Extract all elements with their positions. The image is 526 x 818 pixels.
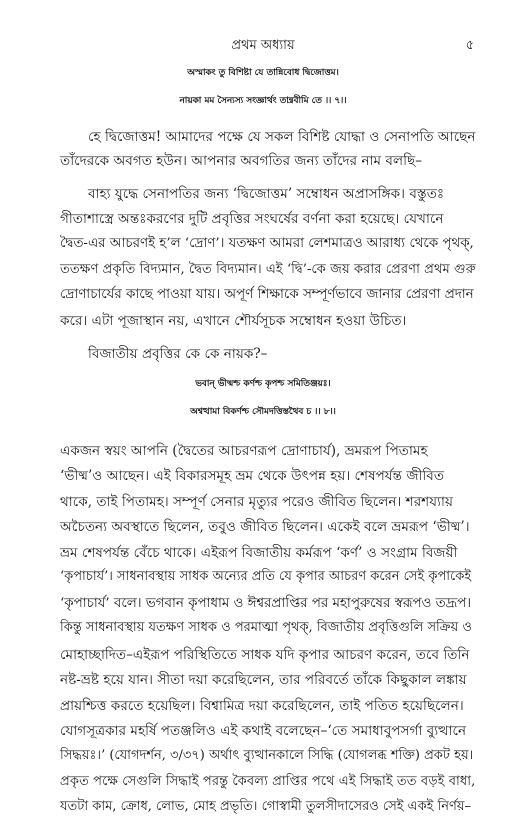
page-number: ৫: [465, 38, 474, 53]
paragraph-line: ‘ভীষ্ম’ও আছেন। এই বিকারসমূহ ভ্রম থেকে উৎপন্ন হয়। শেষপর্যন্ত জীবিত: [60, 468, 445, 484]
paragraph-line: প্রকৃত পক্ষে সেগুলি সিদ্ধাই পরন্তু কৈবল্য প্রাপ্তির পথে এই সিদ্ধাই তত বড়ই বাধা,: [60, 774, 476, 789]
paragraph-line: করে। এটা পূজাস্থান নয়, এখানে শৌর্যসূচক সম্বোধন হওয়া উচিত।: [60, 313, 407, 329]
question-line: বিজাতীয় প্রবৃত্তির কে কে নায়ক?–: [88, 346, 268, 362]
verse-8-line-2: অশ্বত্থামা বিকর্ণশ্চ সৌমদত্তিস্তথৈব চ ।। ৮।।: [190, 407, 336, 417]
paragraph-line: যতটা কাম, ক্রোধ, লোভ, মোহ প্রভৃতি। গোস্বামী তুলসীদাসেরও সেই একই নির্ণয়–: [60, 799, 472, 814]
paragraph-line: ‘কৃপাচার্য’ বলে। ভগবান কৃপাধাম ও ঈশ্বরপ্রাপ্তির পর মহাপুরুষের স্বরূপও তদ্রূপ।: [60, 596, 472, 611]
running-header: [0, 36, 526, 56]
verse-7-line-1: অস্মাকং তু বিশিষ্টা যে তান্নিবোধ দ্বিজোত্তম।: [187, 68, 339, 78]
paragraph-line: যোগসূত্রকার মহর্ষি পতঞ্জলিও এই কথাই বলেছেন–‘তে সমাধাবুপসর্গা ব্যুত্থানে: [60, 723, 467, 739]
paragraph-line: ততক্ষণ প্রকৃতি বিদ্যমান, দ্বৈত বিদ্যমান। এই ‘দ্বি’-কে জয় করার প্রেরণা প্রথম গুরু: [60, 262, 476, 277]
paragraph-line: মোহাচ্ছাদিত–এইরূপ পরিস্থিতিতে সাধক যদি কৃপার আচরণ করেন, তবে তিনি: [60, 647, 470, 663]
paragraph-line: অচৈতন্য অবস্থাতে ছিলেন, তবুও জীবিত ছিলেন। একেই বলে ভ্রমরূপ ‘ভীষ্ম’।: [60, 519, 470, 535]
paragraph-line: থাকে, তাই পিতামহ। সম্পূর্ণ সেনার মৃত্যুর পরেও জীবিত ছিলেন। শরশয্যায়: [60, 494, 453, 510]
paragraph-line: ‘কৃপাচার্য’। সাধনাবস্থায় সাধক অন্যের প্রতি যে কৃপার আচরণ করেন সেই কৃপাকেই: [60, 569, 472, 584]
verse-8-line-1: ভবান্ ভীষ্মশ্চ কর্ণশ্চ কৃপশ্চ সমিতিঞ্জয়ঃ।: [195, 379, 331, 389]
chapter-title: প্রথম অধ্যায়: [231, 38, 295, 53]
paragraph-line: ভ্রম শেষপর্যন্ত বেঁচে থাকে। এইরূপ বিজাতীয় কর্মরূপ ‘কর্ণ’ ও সংগ্রাম বিজয়ী: [60, 545, 458, 561]
paragraph-line: কিন্তু সাধনাবস্থায় যতক্ষণ সাধক ও পরমাত্মা পৃথক্, বিজাতীয় প্রবৃত্তিগুলি সক্রিয় ও: [60, 620, 472, 635]
paragraph-line: দ্বৈত-এর আচরণই হ’ল ‘দ্রোণ’। যতক্ষণ আমরা লেশমাত্রও আরাধ্য থেকে পৃথক্,: [60, 236, 474, 251]
paragraph-line: একজন স্বয়ং আপনি (দ্বৈতের আচরণরূপ দ্রোণাচার্য), ভ্রমরূপ পিতামহ: [60, 443, 428, 459]
paragraph-line: প্রায়শ্চিত্ত করতে হয়েছিল। বিশ্বামিত্র দয়া করেছিলেন, তাই পতিত হয়েছিলেন।: [60, 698, 464, 714]
paragraph-line: হে দ্বিজোত্তম! আমাদের পক্ষে যে সকল বিশিষ্ট যোদ্ধা ও সেনাপতি আছেন: [88, 129, 476, 145]
paragraph-line: তাঁদেরকে অবগত হউন। আপনার অবগতির জন্য তাঁদের নাম বলছি–: [60, 153, 423, 169]
paragraph-line: নষ্ট-ভ্রষ্ট হয়ে যান। সীতা দয়া করেছিলেন, তার পরিবর্তে তাঁকে কিছুকাল লঙ্কায়: [60, 672, 467, 688]
verse-7-line-2: নায়কা মম সৈন্যস্য সংজ্ঞার্থং তান্ব্রবীমি তে ।। ৭।।: [179, 96, 347, 106]
paragraph-line: বাহ্য যুদ্ধে সেনাপতির জন্য ‘দ্বিজোত্তম’ সম্বোধন অপ্রাসঙ্গিক। বস্তুতঃ: [88, 186, 445, 202]
paragraph-line: সিদ্ধয়ঃ।’ (যোগদর্শন, ৩/৩৭) অর্থাৎ ব্যুত্থানকালে সিদ্ধি (যোগলব্ধ শক্তি) প্রকট হয়।: [60, 748, 474, 763]
paragraph-line: গীতাশাস্ত্রে অন্তঃকরণের দুটি প্রবৃত্তির সংঘর্ষের বর্ণনা করা হয়েছে। যেখানে: [60, 211, 444, 227]
paragraph-line: দ্রোণাচার্যের কাছে পাওয়া যায়। অপূর্ণ শিক্ষাকে সম্পূর্ণভাবে জানার প্রেরণা প্রদান: [60, 287, 474, 302]
